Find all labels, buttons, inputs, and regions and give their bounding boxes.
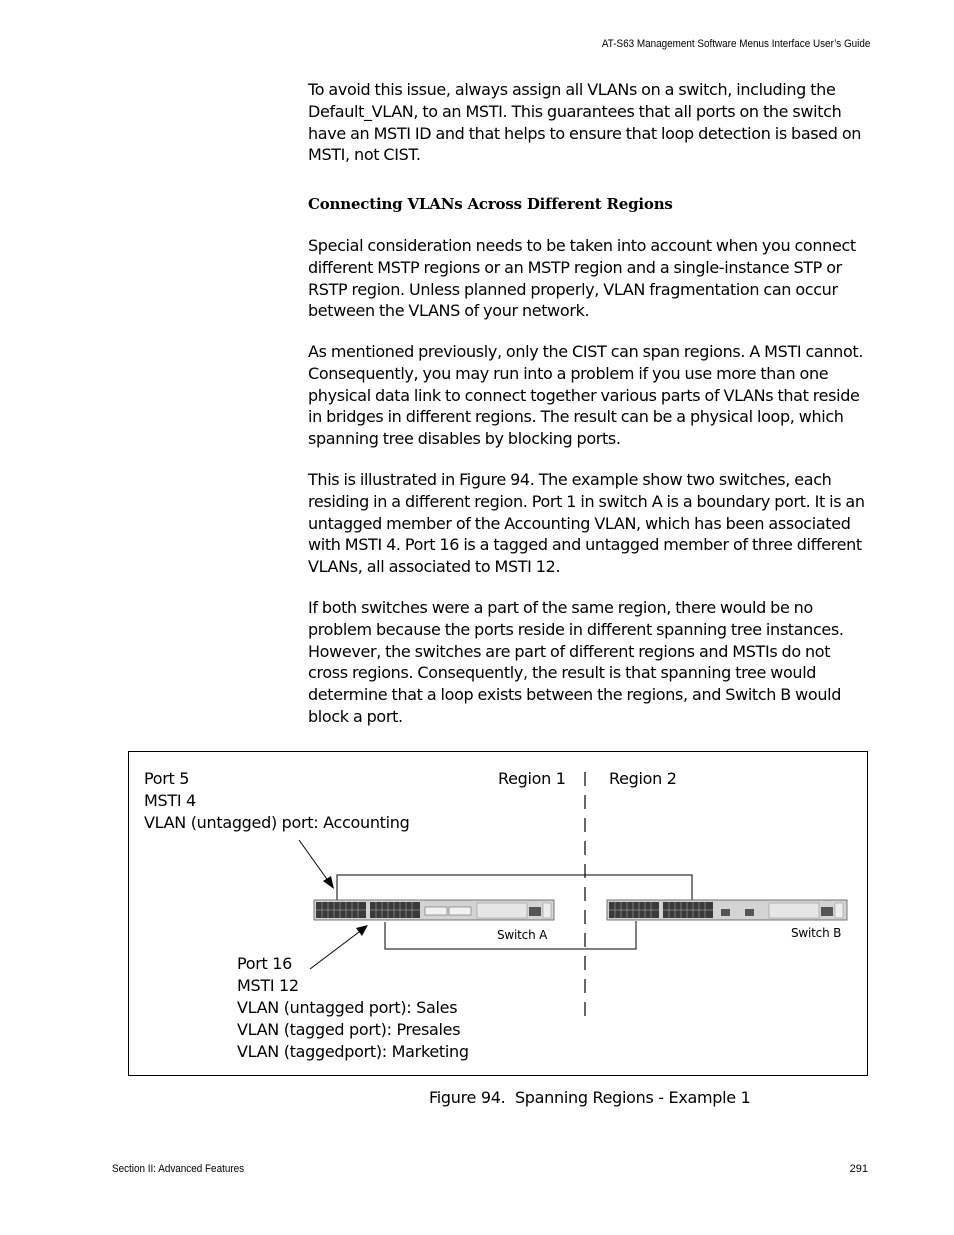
footer-section: Section II: Advanced Features [112, 1163, 245, 1175]
text-line: Default_VLAN, to an MSTI. This guarantees that all ports on the switch [308, 101, 842, 121]
text-line: This is illustrated in Figure 94. The example show two switches, each [308, 470, 832, 489]
text-line: residing in a different region. Port 1 in switch A is a boundary port. It is an [308, 491, 865, 511]
switch-b-label: Switch B [791, 926, 842, 940]
label-line: VLAN (untagged) port: Accounting [144, 813, 410, 832]
section-heading: Connecting VLANs Across Different Regions [308, 195, 673, 213]
text-line: Special consideration needs to be taken into account when you connect [308, 236, 856, 255]
text-line: different MSTP regions or an MSTP region and a single-instance STP or [308, 257, 842, 277]
region-1-label: Region 1 [498, 769, 566, 788]
text-line: VLANs, all associated to MSTI 12. [308, 557, 561, 577]
port5-callout-arrow [299, 840, 329, 882]
arrowhead [323, 876, 334, 889]
text-line: problem because the ports reside in different spanning tree instances. [308, 619, 844, 639]
intro-paragraph [308, 79, 870, 166]
text-line: block a port. [308, 706, 403, 726]
page-number: 291 [849, 1163, 868, 1175]
text-line: RSTP region. Unless planned properly, VLAN fragmentation can occur [308, 279, 838, 299]
label-line: Port 16 [237, 954, 293, 973]
text-line: cross regions. Consequently, the result is that spanning tree would [308, 663, 817, 683]
label-line: MSTI 12 [237, 976, 299, 995]
paragraph-3 [308, 469, 870, 578]
figure-spanning-regions [128, 751, 868, 1076]
text-line: between the VLANS of your network. [308, 301, 590, 321]
link-upper [337, 875, 692, 902]
text-line: Consequently, you may run into a problem if you use more than one [308, 363, 829, 383]
arrowhead [356, 925, 368, 936]
port5-label [144, 768, 410, 834]
text-line: with MSTI 4. Port 16 is a tagged and untagged member of three different [308, 535, 862, 555]
text-line: spanning tree disables by blocking ports. [308, 429, 621, 449]
text-line: have an MSTI ID and that helps to ensure that loop detection is based on [308, 123, 862, 143]
text-line: As mentioned previously, only the CIST can span regions. A MSTI cannot. [308, 342, 864, 361]
label-line: VLAN (untagged port): Sales [237, 998, 458, 1017]
paragraph-4 [308, 597, 870, 728]
label-line: MSTI 4 [144, 791, 196, 810]
label-line: VLAN (tagged port): Presales [237, 1020, 461, 1039]
paragraph-2 [308, 341, 870, 450]
text-line: untagged member of the Accounting VLAN, which has been associated [308, 513, 851, 533]
figure-caption: Figure 94. Spanning Regions - Example 1 [429, 1088, 751, 1107]
paragraph-1 [308, 235, 870, 322]
text-line: physical data link to connect together various parts of VLANs that reside [308, 385, 860, 405]
text-line: in bridges in different regions. The result can be a physical loop, which [308, 407, 844, 427]
text-line: determine that a loop exists between the regions, and Switch B would [308, 685, 842, 705]
port16-label [237, 953, 469, 1063]
label-line: Port 5 [144, 769, 190, 788]
text-line: If both switches were a part of the same region, there would be no [308, 598, 813, 617]
text-line: To avoid this issue, always assign all VLANs on a switch, including the [308, 80, 836, 99]
text-line: MSTI, not CIST. [308, 145, 421, 165]
text-line: However, the switches are part of different regions and MSTIs do not [308, 641, 831, 661]
label-line: VLAN (taggedport): Marketing [237, 1042, 469, 1061]
region-2-label: Region 2 [609, 769, 677, 788]
running-header: AT-S63 Management Software Menus Interface User’s Guide [601, 38, 870, 50]
switch-a-label: Switch A [497, 928, 548, 942]
